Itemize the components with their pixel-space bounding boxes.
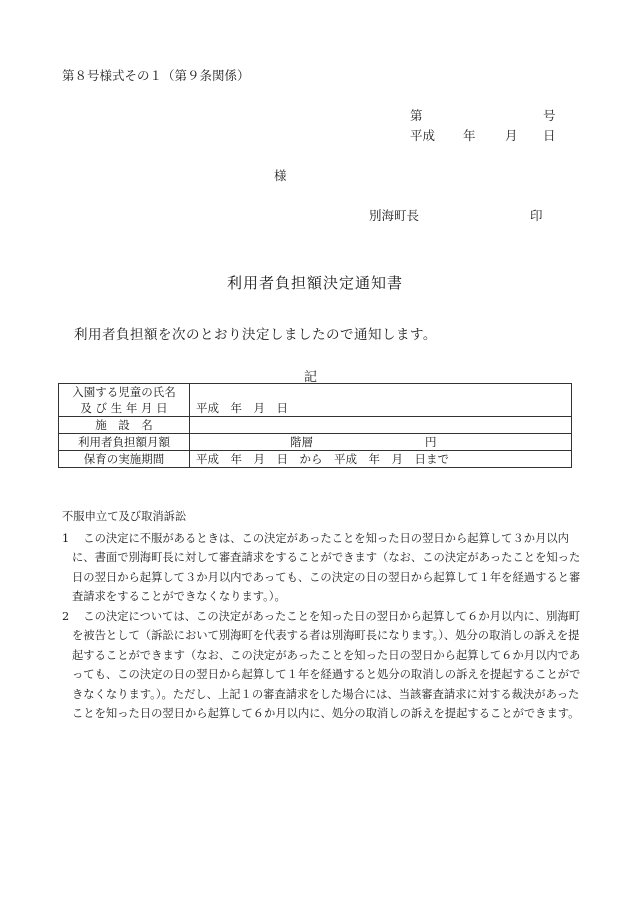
date-year: 年 xyxy=(463,128,476,143)
ki-heading: 記 xyxy=(304,370,318,385)
appeal-heading: 不服申立て及び取消訴訟 xyxy=(62,510,187,523)
appeal-item-1 xyxy=(62,529,582,607)
detail-table xyxy=(58,383,572,468)
table-row xyxy=(59,451,572,468)
form-id: 第８号様式その１（第９条関係） xyxy=(62,68,250,83)
birth-date-value: 平成 年 月 日 xyxy=(190,400,572,417)
seal-mark: 印 xyxy=(530,208,543,223)
period-label: 保育の実施期間 xyxy=(59,451,190,468)
appeal-item-2 xyxy=(62,607,582,724)
birth-date-label: 及 び 生 年 月 日 xyxy=(59,400,190,417)
intro-text: 利用者負担額を次のとおり決定しましたので通知します。 xyxy=(74,327,437,343)
appeal-item-text: この決定に不服があるときは、この決定があったことを知った日の翌日から起算して３か月以内に、書面で別海町長に対して審査請求をすることができます（なお、この決定があったことを知った日の翌日から起算して３か月以内であっても、この決定の日の翌日から起算して１年を経過すると審査請求をすることができなくなります。）。 xyxy=(72,531,581,603)
child-name-label: 入園する児童の氏名 xyxy=(59,384,190,401)
fee-label: 利用者負担額月額 xyxy=(59,434,190,451)
addressee-suffix: 様 xyxy=(274,168,287,183)
facility-value xyxy=(190,417,572,434)
fee-value xyxy=(190,434,572,451)
appeal-item-number: 1 xyxy=(62,531,70,545)
appeal-item-text: この決定については、この決定があったことを知った日の翌日から起算して６か月以内に、別海町を被告として（訴訟において別海町を代表する者は別海町長になります。）、処分の取消しの訴えを提起することができます（なお、この決定があったことを知った日の翌日から起算して６か月以内であっても、この決定の日の翌日から起算して１年を経過すると処分の取消しの訴えを提起することができなくなります。）。ただし、上記１の審査請求をした場合には、当該審査請求に対する裁決があったことを知った日の翌日から起算して６か月以内に、処分の取消しの訴えを提起することができます。 xyxy=(72,609,581,720)
date-month: 月 xyxy=(505,128,518,143)
fee-unit: 円 xyxy=(425,435,437,449)
number-prefix: 第 xyxy=(410,108,423,123)
issuer: 別海町長 xyxy=(369,208,420,223)
table-row xyxy=(59,417,572,434)
appeal-section xyxy=(62,507,582,724)
appeal-item-number: 2 xyxy=(62,609,70,623)
document-title: 利用者負担額決定通知書 xyxy=(226,274,403,292)
date-day: 日 xyxy=(543,128,556,143)
table-row xyxy=(59,400,572,417)
facility-label: 施 設 名 xyxy=(59,417,190,434)
date-era: 平成 xyxy=(410,128,436,143)
table-row xyxy=(59,434,572,451)
period-value: 平成 年 月 日 から 平成 年 月 日まで xyxy=(190,451,572,468)
number-suffix: 号 xyxy=(543,108,556,123)
child-name-value xyxy=(190,384,572,401)
fee-tier: 階層 xyxy=(290,435,313,449)
table-row xyxy=(59,384,572,401)
